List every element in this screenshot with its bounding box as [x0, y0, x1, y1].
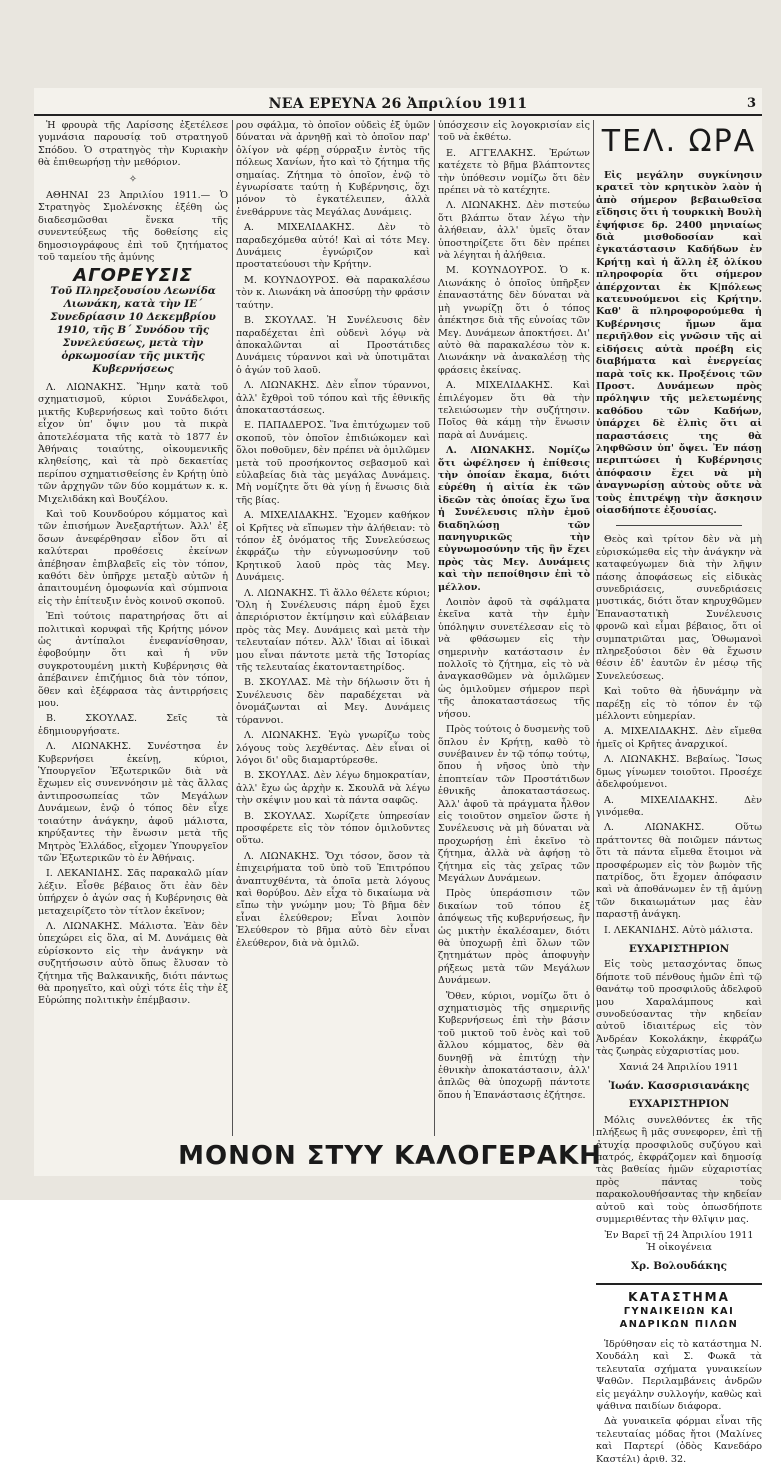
speech-paragraph: Β. ΣΚΟΥΛΑΣ. Μὲ τὴν δήλωσιν ὅτι ἡ Συνέλευσις δὲν παραδέχεται νὰ ὀνομάζωνται αἱ Μεγ. Δυνάμεις τύραννοι. — [236, 677, 430, 726]
column-2 — [236, 120, 430, 1136]
thanks-signature: Ἰωάν. Κασσρισιανάκης — [608, 1080, 750, 1093]
speech-paragraph: Μ. ΚΟΥΝΔΟΥΡΟΣ. Θὰ παρακαλέσω τὸν κ. Λιωνάκη νὰ ἀποσύρῃ τὴν φράσιν ταύτην. — [236, 274, 430, 311]
speech-paragraph: Ὅθεν, κύριοι, νομίζω ὅτι ὁ σχηματισμὸς τῆς σημερινῆς Κυβερνήσεως ἐπὶ τὴν βάσιν τοῦ μικτοῦ τοῦ ἑνὸς καὶ τοῦ ἄλλου κόμματος, δὲν θὰ δυνηθῇ νὰ ἐπιτύχῃ τὴν ἐθνικὴν ἀποκατάστασιν, ἀλλ' ἁπλῶς θὰ ὑποχωρῇ πάντοτε ὅπου ἡ Ἐπανάστασις ἐζήτησε. — [438, 990, 590, 1101]
speech-paragraph: Λ. ΛΙΩΝΑΚΗΣ. Βεβαίως. Ἴσως δμως γίνωμεν τοιοῦτοι. Προσέχε ἀδελφούμενοι. — [596, 754, 762, 791]
speech-paragraph: Λοιπὸν ἀφοῦ τὰ σφάλματα ἐκεῖνα κατὰ τὴν ἐμὴν ὑπόληψιν συνετέλεσαν εἰς τὸ νὰ φθάσωμεν εἰς τὴν σημερινὴν κατάστασιν ἐν πολλοῖς τὸ ζήτημα, εἰς τὸ νὰ ἀναγκασθῶμεν νὰ ὁμιλῶμεν ὡς ὁμιλοῦμεν σήμερον περὶ τῆς ἀποκαταστάσεως τῆς νήσου. — [438, 597, 590, 720]
shop-paragraph: Δὰ γυναικεῖα φόρμαι εἶναι τῆς τελευταίας μόδας ἤτοι (Μαλίνες καὶ Παρτερί (ὁδὸς Κανεδάρο Καστέλι) ἀριθ. 32. — [596, 1416, 762, 1465]
speech-paragraph: Θεὸς καὶ τρίτον δὲν νὰ μὴ εὑρισκώμεθα εἰς τὴν ἀνάγκην νὰ καταφεύγωμεν διὰ τὴν λῆψιν πάσης ἀποφάσεως εἰς εἰδικὰς συνεδριάσεις, συνεδριάσεις μυστικάς, διότι ὅταν κηρυχθῶμεν Ἐπαναστατικὴ Συνέλευσις φρονῶ καὶ εἶμαι βέβαιος, ὅτι οἱ συμπατριῶται μας, Ὁθωμανοὶ πληρεξούσιοι δὲν θὰ ἔχωσιν θέσιν ἐδ' ἑαυτῶν ἐν μέσῳ τῆς Συνελεύσεως. — [596, 534, 762, 682]
speech-paragraph: Λ. ΛΙΩΝΑΚΗΣ. Δὲν εἶπον τύραννοι, ἀλλ' ἔχθροὶ τοῦ τόπου καὶ τῆς ἐθνικῆς ἀποκαταστάσεως. — [236, 380, 430, 416]
speech-paragraph: Α. ΜΙΧΕΛΙΔΑΚΗΣ. Δὲν εἴμεθα ἡμεῖς οἱ Κρῆτες ἀναρχικοί. — [596, 726, 762, 750]
column-rule — [434, 120, 435, 1136]
speech-paragraph: Α. ΜΙΧΕΛΙΔΑΚΗΣ. Δὲν τὸ παραδεχόμεθα αὐτό! Καὶ αἱ τότε Μεγ. Δυνάμεις ἐγνώριζον καὶ προστατεύουσι τὴν Κρήτην. — [236, 222, 430, 271]
speech-paragraph: Β. ΣΚΟΥΛΑΣ. Σεῖς τὰ ἐδημιουργήσατε. — [38, 713, 228, 737]
shop-paragraph: Ἱδρύθησαν εἰς τὸ κατάστημα Ν. Χουδάλη καὶ Σ. Φωκᾶ τὰ τελευταῖα σχήματα γυναικείων Ψαθῶν. Περιλαμβάνεις ἀνδρῶν εἰς μεγάλην συλλογήν, καθὼς καὶ ψάθινα παιδίων διάφορα. — [596, 1338, 762, 1412]
column-3 — [438, 120, 590, 1136]
speech-paragraph: Λ. ΛΙΩΝΑΚΗΣ. Ὄχι τόσον, ὅσον τὰ ἐπιχειρήματα τοῦ ὑπὸ τοῦ Ἐπιτρόπου ἀναπτυχθέντα, τὰ ὁποῖα μετὰ λόγους καὶ θορύβου. Δὲν εἶχα τὸ δικαίωμα νὰ εἴπω τὴν γνώμην μου; Τὸ βῆμα δὲν εἶναι ἐλεύθερον; Εἶναι λοιπὸν Ἐλεύθερον τὸ βῆμα αὐτὸ δὲν εἶναι ἐλεύθερον, διὰ νὰ ὁμιλῶ. — [236, 850, 430, 949]
footer-advertisement: ΜΟΝΟΝ ΣΤΥΥ ΚΑΛΟΓΕΡΑΚΗ — [178, 1141, 602, 1171]
speech-paragraph: Β. ΣΚΟΥΛΑΣ. Ἡ Συνέλευσις δὲν παραδέχεται ἐπὶ οὐδενὶ λόγῳ νὰ ἀποκαλῶνται αἱ Προστάτιδες Δυνάμεις τύραννοι καὶ νὰ ὑποτιμᾶται ὁ ἀγών τοῦ λαοῦ. — [236, 315, 430, 376]
thanks-body: Μόλις συνελθόντες ἐκ τῆς πλήξεως ἣ μᾶς συνεφορεν, ἐπὶ τῇ ἀτυχίᾳ προσφιλοῦς συζύγου καὶ πατρός, ἐκφράζομεν καὶ δημοσίᾳ τὰς βαθείας ἡμῶν εὐχαριστίας πρὸς πάντας τοὺς παρακολουθήσαντας τὴν κηδείαν αὐτοῦ καὶ τοὺς ὁπωσδήποτε συμμεριθέντας τὴν θλῖψιν μας. — [596, 1114, 762, 1226]
thanks-body: Εἰς τοὺς μετασχόντας ὅπως δήποτε τοῦ πένθους ἡμῶν ἐπὶ τῷ θανάτῳ τοῦ προσφιλοῦς ἀδελφοῦ μου Χαραλάμπους καὶ συνοδεύσαντας τὴν κηδείαν αὐτοῦ ἰδιαιτέρως εἰς τὸν Ἀνδρέαν Κοκολάκην, ἐκφράζω τὰς ζωηρὰς εὐχαριστίας μου. — [596, 959, 762, 1058]
column-1 — [38, 120, 228, 1136]
speech-paragraph: Λ. ΛΙΩΝΑΚΗΣ. Δὲν πιστεύω ὅτι βλάπτω ὅταν λέγω τὴν ἀλήθειαν, ἀλλ' ὑμεῖς ὅταν ὑποστηρίζετε ὅτι δὲν πρέπει νὰ λέγηται ἡ ἀλήθεια. — [438, 200, 590, 262]
speech-paragraph: ρου σφάλμα, τὸ ὁποῖον οὐδεὶς ἐξ ὑμῶν δύναται νὰ ἀρνηθῇ καὶ τὸ ὁποῖον παρ' ὀλίγον νὰ φέρῃ σύρραξιν ἐντὸς τῆς πόλεως Χανίων, ἦτο καὶ τὸ ζήτημα τῆς σημαίας. Ζήτημα τὸ ὁποῖον, ἐνῷ τὸ ἐγνωρίσατε ταύτῃ ἡ Κυβέρνησις, ὅχι μόνον τὸ ἐγκατέλειπεν, ἀλλὰ ἐνεθάρρυνε τὰς Μεγάλας Δυνάμεις. — [236, 120, 430, 218]
newspaper-title: ΝΕΑ ΕΡΕΥΝΑ 26 Ἀπριλίου 1911 — [268, 96, 528, 112]
speech-paragraph: Α. ΜΙΧΕΛΙΔΑΚΗΣ. Ἔχομεν καθήκον οἱ Κρῆτες νὰ εἴπωμεν τὴν ἀλήθειαν: τὸ τόπον ἐξ ὀνόματος τῆς Συνελεύσεως ἐκφράζω τὴν εὐγνωμοσύνην τοῦ Κρητικοῦ λαοῦ πρὸς τὰς Μεγ. Δυνάμεις. — [236, 510, 430, 584]
speech-paragraph: ὑπόσχεσιν εἰς λογοκρισίαν εἰς τοῦ νὰ ἐκθέτω. — [438, 120, 590, 144]
speech-paragraph: Α. ΜΙΧΕΛΙΔΑΚΗΣ. Καὶ ἐπιλέγομεν ὅτι θὰ τὴν τελειώσωμεν τὴν συζήτησιν. Ποῖος θὰ κάμῃ τὴν ἕνωσιν παρὰ αἱ Δυνάμεις. — [438, 380, 590, 441]
speech-paragraph: Μ. ΚΟΥΝΔΟΥΡΟΣ. Ὁ κ. Λιωνάκης ὁ ὁποῖος ὑπῆρξεν ἐπαναστάτης δὲν δύναται νὰ μὴ γνωρίζῃ ὅτι ὁ τόπος ἀπέκτησε διὰ τῆς εὐνοίας τῶν Μεγ. Δυνάμεων ἀποκτήσει. Δι' αὐτὸ θὰ παρακαλέσω τὸν κ. Λιωνάκην νὰ ἀνακαλέσῃ τὴς φράσεις ἐκείνας. — [438, 265, 590, 376]
speech-paragraph: Α. ΜΙΧΕΛΙΔΑΚΗΣ. Δὲν γινόμεθα. — [596, 794, 762, 818]
section-subtitle: Τοῦ Πληρεξουσίου Λεωνίδα Λιωνάκη, κατὰ τὴν ΙΕ΄ Συνεδρίασιν 10 Δεκεμβρίου 1910, τῆς Β΄ Συνόδου τῆς Συνελεύσεως, μετὰ τὴν ὁρκωμοσίαν τῆς μικτῆς Κυβερνήσεως — [50, 284, 216, 375]
column-rule — [232, 120, 233, 1136]
speech-paragraph: Λ. ΛΙΩΝΑΚΗΣ. Τὶ ἄλλο θέλετε κύριοι; Ὅλη ἡ Συνέλευσις πάρη ἐμοῦ ἔχει ἀπεριόριστον ἐκτίμησιν καὶ εὐλάβειαν πρὸς τὰς Μεγ. Δυνάμεις καὶ μετὰ τὴν τελευταίαν πότεν. Ἀλλ' ἴδιαι αἱ ἰδικαὶ μου εἶναι πάντοτε μετὰ τῆς Ἱστορίας τῆς τελευταίας ἑκατονταετηρίδος. — [236, 587, 430, 674]
speech-paragraph: Β. ΣΚΟΥΛΑΣ. Χωρίζετε ὑπηρεσίαν προσφέρετε εἰς τὸν τόπον ὁμιλοῦντες οὕτω. — [236, 810, 430, 847]
speech-paragraph: Καὶ τοῦτο θὰ ἠδυνάμην νὰ παρέξῃ εἰς τὸ τόπον ἐν τῷ μέλλοντι εὐημερίαν. — [596, 686, 762, 723]
shop-title: ΚΑΤΑΣΤΗΜΑ — [596, 1283, 762, 1303]
divider — [616, 525, 742, 526]
speech-paragraph: Ι. ΛΕΚΑΝΙΔΗΣ. Αὐτὸ μάλιστα. — [604, 924, 754, 936]
thanks-signature-label: Ἡ οἰκογένεια — [646, 1241, 712, 1253]
speech-paragraph-bold: Λ. ΛΙΩΝΑΚΗΣ. Νομίζω ὅτι ὠφέλησεν ἡ ἐπίθεσις τὴν ὁποίαν ἔκαμα, διότι εὑρέθη ἡ αἰτία ἐκ τῶν ἰδεῶν τὰς ὁποίας ἔχω ἵνα ἡ Συνέλευσις πλὴν ἐμοῦ διαδηλώσῃ τῶν πανηγυρικῶς τὴν εὐγνωμοσύνην τῆς ἣν ἔχει πρὸς τὰς Μεγ. Δυνάμεις καὶ τὴν πεποίθησιν ἐπὶ τὸ μέλλον. — [438, 445, 590, 593]
page-header — [34, 94, 762, 116]
thanks-signature: Χρ. Βολουδάκης — [631, 1260, 727, 1273]
section-title: ΑΓΟΡΕΥΣΙΣ — [73, 265, 193, 287]
speech-paragraph: Πρὸς τούτοις ὁ δυσμενὴς τοῦ ὅπλου ἐν Κρήτῃ, καθὸ τὸ συνέβαινεν ἐν τῷ τόπῳ τούτῳ, ὅπου ἡ νῆσος ὑπὸ τὴν ἐποπτείαν τῶν Προστάτιδων ἐθνικῆς ἀποκαταστάσεως. Ἀλλ' ἀφοῦ τὰ πράγματα ἦλθον εἰς τοιοῦτον σημεῖον ὥστε ἡ Συνέλευσις νὰ μὴ δύναται νὰ προχωρήσῃ ἐπὶ ἐκεῖνο τὸ ζήτημα, ἀλλὰ νὰ ἀφήσῃ τὸ ζήτημα εἰς τὰς χεῖρας τῶν Μεγάλων Δυνάμεων. — [438, 724, 590, 884]
page-number: 3 — [746, 96, 756, 111]
thanks-title: ΕΥΧΑΡΙΣΤΗΡΙΟΝ — [628, 942, 730, 955]
speech-paragraph: Λ. ΛΙΩΝΑΚΗΣ. Συνέστησα ἐν Κυβερνήσει ἐκείνῃ, κύριοι, Ὑπουργεῖον Ἐξωτερικῶν διὰ νὰ ἔχωμεν εἰς συνεννόησιν μὲ τὰς ἄλλας ἀντιπροσωπείας τῶν Μεγάλων Δυνάμεων, ἐνῷ ὁ τόπος δὲν εἶχε τοιαύτην ἀνάγκην, ἀφοῦ μάλιστα, κηρύξαντες τὴν ἕνωσιν μετὰ τῆς Μητρὸς Ἑλλάδος, εἴχομεν Ὑπουργεῖον τῶν Ἐξωτερικῶν τὸ ἐν Ἀθήναις. — [38, 741, 228, 864]
thanks-date: Χανιά 24 Ἀπριλίου 1911 — [619, 1061, 739, 1073]
separator-star-icon: ✧ — [128, 173, 138, 185]
late-news-lead: Εἰς μεγάλην συγκίνησιν κρατεῖ τὸν κρητικὸν λαὸν ἡ ἀπὸ σήμερον βεβαιωθεῖσα εἴδησις ὅτι ἡ τουρκικὴ Βουλὴ ἐψήφισε δρ. 2400 μηνιαίως διὰ μισθοδοσίαν καὶ ἐγκατάστασιν Καδήδων ἐν Κρήτῃ καὶ ἡ ἄλλη ἐξ ὁλίκου πληροφορία ὅτι σήμερον ἀπέρχονται ἐκ Κ|πόλεως κατευνούμενοι εἰς Κρήτην. Καθ' ἃ πληροφορούμεθα ἡ Κυβέρνησις ἤμων ἅμα περιῆλθον εἰς γνῶσιν τῆς αἱ εἰδήσεις αὐτὰ προέβη εἰς διαβήματα καὶ ἐνεργείας παρὰ τοῖς κκ. Προξένοις τῶν Προστ. Δυνάμεων πρὸς πρόληψιν τῆς μελετωμένης καθόδου τῶν Καδήων, ὑπάρχει δὲ ἐλπὶς ὅτι αἱ παραστάσεις της θὰ ληφθῶσιν ὑπ' ὄψει. Ἐν πάσῃ περιπτώσει ἡ Κυβέρνησις ἀπόφασιν ἔχει νὰ μὴ ἀναγνωρίσῃ αὐτοὺς οὔτε νὰ τοὺς ἐπιτρέψῃ τὴν ἄσκησιν οἱασδήποτε ἐξουσίας. — [596, 170, 762, 516]
speech-paragraph: Β. ΣΚΟΥΛΑΣ. Δὲν λέγω δημοκρατίαν, ἀλλ' ἔχω ὡς ἀρχὴν κ. Σκουλᾶ νὰ λέγω τὴν σκέψιν μου καὶ τὰ πάντα σαφῶς. — [236, 770, 430, 807]
speech-paragraph: Ι. ΛΕΚΑΝΙΔΗΣ. Σᾶς παρακαλῶ μίαν λέξιν. Εἶσθε βέβαιος ὅτι ἐὰν δὲν ὑπήρχεν ὁ ἀγών σας ἡ Κυβέρνησις θὰ μεταχειρίζετο τὸν τίτλον ἐκεῖνον; — [38, 868, 228, 917]
speech-paragraph: Λ. ΛΙΩΝΑΚΗΣ. Ἐγὼ γνωρίζω τοὺς λόγους τοὺς λεχθέντας. Δὲν εἶναι οἱ λόγοι δι' οὓς διαμαρτύρεσθε. — [236, 730, 430, 766]
late-news-title: ΤΕΛ. ΩΡΑ — [601, 124, 757, 159]
speech-paragraph: Καὶ τοῦ Κουνδούρου κόμματος καὶ τῶν ἐπισήμων Ἀνεξαρτήτων. Ἀλλ' ἐξ ὅσων ἀνεφέρθησαν εἶδον ὅτι αἱ καλύτεραι προθέσεις ἐκείνων ἀπέβησαν ἐπιβλαβεῖς εἰς τὸν τόπον, καθότι δὲν ὑπῆρχε μεταξὺ αὐτῶν ἡ ἀπαιτουμένη ὁμοφωνία καὶ σύμπνοια εἰς τὴν ἐπίτευξιν ἑνὸς κοινοῦ σκοποῦ. — [38, 508, 228, 607]
speech-paragraph: Ε. ΠΑΠΑΔΕΡΟΣ. Ἵνα ἐπιτύχωμεν τοῦ σκοποῦ, τὸν ὁποῖον ἐπιδιώκομεν καὶ ὅλοι ποθοῦμεν, δὲν πρέπει νὰ ὁμιλῶμεν μετὰ τοῦ προσήκοντος σεβασμοῦ καὶ εὐλαβείας διὰ τὰς μεγάλας Δυνάμεις. Μὴ νομίζητε ὅτι θὰ γίνῃ ἡ ἕνωσις διὰ τῆς βίας. — [236, 420, 430, 506]
speech-paragraph: Πρὸς ὑπεράσπισιν τῶν δικαίων τοῦ τόπου ἐξ ἀπόψεως τῆς κυβερνήσεως, ἣν ὡς μικτὴν ἐκαλέσαμεν, διότι θὰ ὑποχωρῇ ἐπὶ ὅλων τῶν ζητημάτων πρὸς ἀποφυγὴν ρήξεως μετὰ τῶν Μεγάλων Δυνάμεων. — [438, 888, 590, 987]
thanks-title: ΕΥΧΑΡΙΣΤΗΡΙΟΝ — [628, 1098, 730, 1111]
speech-paragraph: Λ. ΛΙΩΝΑΚΗΣ. Ἤμην κατὰ τοῦ σχηματισμοῦ, κύριοι Συνάδελφοι, μικτῆς Κυβερνήσεως καὶ τοῦτο διότι εἶχον ὑπ' ὄψιν μου τὰ πικρὰ ἀποτελέσματα τῆς κατὰ τὸ 1877 ἐν Ἀθήναις τοιαύτης, οἰκουμενικῆς κληθείσης, καὶ τὰ πρὸ δεκαετίας περίπου σχηματισθείσης ἐν Κρήτῃ ὑπὸ τῶν ἀρχηγῶν τῶν δύο κομμάτων κ. κ. Μιχελιδάκη καὶ Βουζέλου. — [38, 381, 228, 505]
intro-paragraph: Ἡ φρουρὰ τῆς Λαρίσσης ἐξετέλεσε γυμνάσια παρουσίᾳ τοῦ στρατηγοῦ Σπόδου. Ὁ στρατηγὸς τὴν Κυριακὴν θὰ ἐπιθεωρήσῃ τὴν μεθόριον. — [38, 120, 228, 169]
speech-paragraph: Λ. ΛΙΩΝΑΚΗΣ. Μάλιστα. Ἐὰν δὲν ὑπεχώρει εἰς ὅλα, αἱ Μ. Δυνάμεις θὰ εὑρίσκοντο εἰς τὴν ἀνάγκην νὰ συζητήσωσιν αὐτὸ ὅπως ἔλυσαν τὸ ζήτημα τῆς Βαλκανικῆς, διότι πάντως θὰ προηγεῖτο, καὶ οὐχὶ τότε ἐἰς τὴν ἐξ Εὐρώπης πολιτικὴν ἐπέμβασιν. — [38, 920, 228, 1007]
speech-paragraph: Λ. ΛΙΩΝΑΚΗΣ. Οὕτω πράττοντες θὰ ποιῶμεν πάντως ὅτι τὰ πάντα εἴμεθα ἕτοιμοι νὰ προσφέρωμεν εἰς τὸν βωμὸν τῆς πατρίδος, ὅτι ἔχομεν ἀπόφασιν καὶ νὰ ἀποθάνωμεν ἐν τῇ ἀμύνῃ τῶν δικαιωμάτων μας ἐὰν παραστῇ ἀνάγκη. — [596, 822, 762, 921]
speech-paragraph: Ἐπὶ τούτοις παρατηρήσας ὅτι αἱ πολιτικαὶ κορυφαὶ τῆς Κρήτης μόνον ὡς ἀντίπαλοι ἐνεφανίσθησαν, ἐφοβούμην ὅτι καὶ ἡ νῦν συγκροτουμένη μικτὴ Κυβέρνησις θὰ ἀπέβαινεν ἐπιζήμιος διὰ τὸν τόπον, ὅθεν καὶ ἐξέφρασα τὰς ἀντιρρήσεις μου. — [38, 611, 228, 710]
column-rule — [593, 120, 594, 1136]
speech-paragraph: Ε. ΑΓΓΕΛΑΚΗΣ. Ἐρώτων κατέχετε τὸ βῆμα βλάπτοντες τὴν ὑπόθεσιν νομίζω ὅτι δὲν πρέπει νὰ τὸ κατέχητε. — [438, 147, 590, 197]
shop-subtitle: ΓΥΝΑΙΚΕΙΩΝ ΚΑΙ ΑΝΔΡΙΚΩΝ ΠΙΛΩΝ — [619, 1306, 739, 1330]
thanks-date: Ἐν Βαρεῖ τῇ 24 Ἀπριλίου 1911 — [604, 1229, 754, 1241]
column-4 — [596, 120, 762, 1465]
news-dateline: ΑΘΗΝΑΙ 23 Ἀπριλίου 1911.— Ὁ Στρατηγὸς Σμολένσκης ἐξέθη ὡς διαδεσμῶσθαι ἕνεκα τῆς συνεντεύξεως τῆς δοθείσης εἰς δημοσιογράφους ἐπὶ τοῦ ζητήματος τοῦ ταμείου τῆς ἀμύνης — [38, 190, 228, 264]
